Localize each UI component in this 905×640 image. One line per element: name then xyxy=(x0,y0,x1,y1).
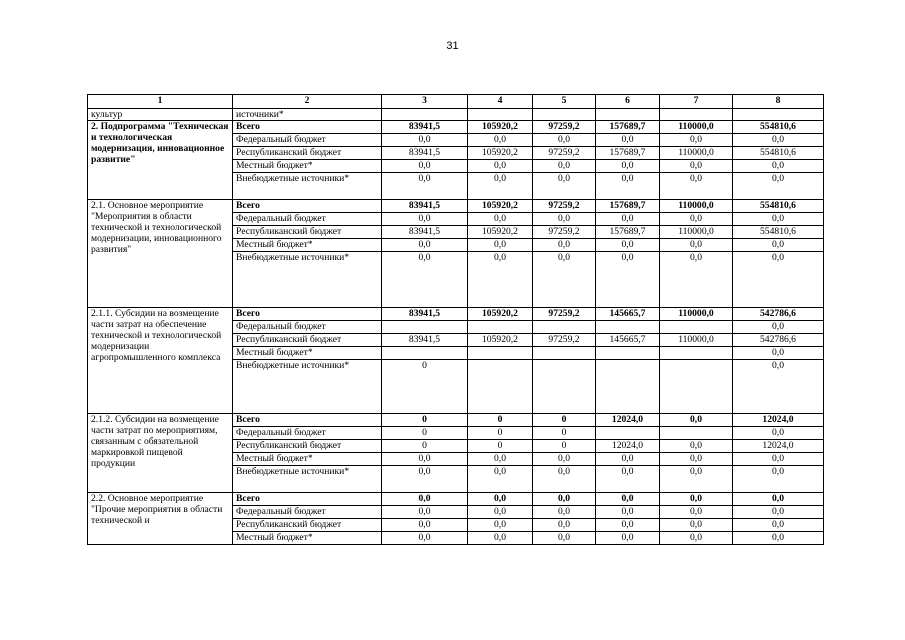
amount-cell: 0,0 xyxy=(596,466,660,493)
amount-cell: 0,0 xyxy=(733,506,824,519)
amount-cell: 105920,2 xyxy=(468,121,533,134)
empty-cell xyxy=(468,109,533,121)
amount-cell: 0,0 xyxy=(596,532,660,545)
funding-source: Внебюджетные источники* xyxy=(233,252,382,308)
amount-cell: 0 xyxy=(382,414,468,427)
table-body xyxy=(88,109,824,545)
amount-cell: 105920,2 xyxy=(468,226,533,239)
amount-cell: 0,0 xyxy=(382,160,468,173)
amount-cell: 0,0 xyxy=(382,239,468,252)
amount-cell: 0,0 xyxy=(533,239,596,252)
amount-cell xyxy=(660,347,733,360)
amount-cell: 0,0 xyxy=(382,519,468,532)
amount-cell: 0,0 xyxy=(660,134,733,147)
funding-source: Федеральный бюджет xyxy=(233,506,382,519)
empty-cell xyxy=(382,109,468,121)
amount-cell: 110000,0 xyxy=(660,147,733,160)
amount-cell: 0,0 xyxy=(596,239,660,252)
amount-cell: 0,0 xyxy=(382,532,468,545)
column-header: 7 xyxy=(660,95,733,109)
amount-cell: 0,0 xyxy=(660,239,733,252)
amount-cell: 12024,0 xyxy=(733,440,824,453)
amount-cell: 554810,6 xyxy=(733,121,824,134)
funding-source: Всего xyxy=(233,308,382,321)
funding-source: Всего xyxy=(233,493,382,506)
amount-cell: 0,0 xyxy=(382,493,468,506)
amount-cell: 0,0 xyxy=(382,252,468,308)
amount-cell: 145665,7 xyxy=(596,308,660,321)
amount-cell: 0,0 xyxy=(733,519,824,532)
amount-cell: 0,0 xyxy=(733,427,824,440)
amount-cell: 0,0 xyxy=(468,252,533,308)
amount-cell: 0,0 xyxy=(733,347,824,360)
amount-cell: 105920,2 xyxy=(468,308,533,321)
empty-cell xyxy=(733,109,824,121)
amount-cell: 0,0 xyxy=(533,519,596,532)
funding-source: Федеральный бюджет xyxy=(233,213,382,226)
column-header: 2 xyxy=(233,95,382,109)
amount-cell: 0,0 xyxy=(468,160,533,173)
amount-cell: 0,0 xyxy=(468,519,533,532)
amount-cell xyxy=(468,360,533,414)
amount-cell: 0,0 xyxy=(660,414,733,427)
amount-cell: 12024,0 xyxy=(596,414,660,427)
amount-cell: 0,0 xyxy=(468,466,533,493)
table-row xyxy=(88,493,824,506)
amount-cell: 0 xyxy=(533,427,596,440)
amount-cell: 12024,0 xyxy=(733,414,824,427)
program-name: 2.1. Основное мероприятие "Мероприятия в области технической и технологической модернизации, инновационного развития" xyxy=(88,200,233,308)
column-header: 3 xyxy=(382,95,468,109)
funding-source: Местный бюджет* xyxy=(233,239,382,252)
table-row xyxy=(88,200,824,213)
amount-cell: 0,0 xyxy=(468,173,533,200)
page-number: 31 xyxy=(446,40,459,52)
funding-source: Внебюджетные источники* xyxy=(233,466,382,493)
funding-source: Местный бюджет* xyxy=(233,453,382,466)
amount-cell: 110000,0 xyxy=(660,226,733,239)
amount-cell: 157689,7 xyxy=(596,226,660,239)
header-row xyxy=(88,95,824,109)
amount-cell: 0,0 xyxy=(382,213,468,226)
amount-cell: 0,0 xyxy=(660,213,733,226)
amount-cell: 110000,0 xyxy=(660,334,733,347)
program-name: 2.1.1. Субсидии на возмещение части затрат на обеспечение технической и технологической модернизации агропромышленного комплекса xyxy=(88,308,233,414)
table-row xyxy=(88,308,824,321)
empty-cell xyxy=(660,109,733,121)
amount-cell: 0,0 xyxy=(468,213,533,226)
amount-cell: 0,0 xyxy=(596,160,660,173)
amount-cell: 0,0 xyxy=(533,213,596,226)
amount-cell: 0,0 xyxy=(733,213,824,226)
amount-cell: 12024,0 xyxy=(596,440,660,453)
amount-cell: 97259,2 xyxy=(533,200,596,213)
amount-cell: 83941,5 xyxy=(382,226,468,239)
amount-cell: 0,0 xyxy=(733,173,824,200)
amount-cell: 0,0 xyxy=(660,532,733,545)
program-name: 2. Подпрограмма "Техническая и технологическая модернизация, инновационное развитие" xyxy=(88,121,233,200)
funding-source: Федеральный бюджет xyxy=(233,321,382,334)
funding-source: Местный бюджет* xyxy=(233,160,382,173)
funding-source: Республиканский бюджет xyxy=(233,519,382,532)
amount-cell: 0 xyxy=(533,414,596,427)
amount-cell: 0,0 xyxy=(533,173,596,200)
amount-cell: 110000,0 xyxy=(660,200,733,213)
amount-cell xyxy=(660,427,733,440)
funding-source: Федеральный бюджет xyxy=(233,134,382,147)
amount-cell: 0,0 xyxy=(596,134,660,147)
amount-cell: 0,0 xyxy=(596,173,660,200)
column-header: 1 xyxy=(88,95,233,109)
program-name: 2.2. Основное мероприятие "Прочие мероприятия в области технической и xyxy=(88,493,233,545)
amount-cell xyxy=(533,321,596,334)
amount-cell: 0,0 xyxy=(660,493,733,506)
table-row xyxy=(88,121,824,134)
amount-cell: 145665,7 xyxy=(596,334,660,347)
amount-cell: 0 xyxy=(533,440,596,453)
amount-cell: 0,0 xyxy=(468,453,533,466)
amount-cell: 0,0 xyxy=(382,134,468,147)
budget-table xyxy=(87,94,824,545)
continuation-row xyxy=(88,109,824,121)
row-name: культур xyxy=(88,109,233,121)
amount-cell: 0 xyxy=(382,427,468,440)
amount-cell: 157689,7 xyxy=(596,121,660,134)
funding-source: Республиканский бюджет xyxy=(233,226,382,239)
table-row xyxy=(88,414,824,427)
amount-cell: 0,0 xyxy=(468,532,533,545)
amount-cell: 0,0 xyxy=(660,173,733,200)
amount-cell xyxy=(596,347,660,360)
amount-cell: 157689,7 xyxy=(596,147,660,160)
funding-source: Местный бюджет* xyxy=(233,347,382,360)
amount-cell: 0,0 xyxy=(533,134,596,147)
amount-cell: 97259,2 xyxy=(533,308,596,321)
amount-cell: 0,0 xyxy=(468,493,533,506)
amount-cell: 0,0 xyxy=(533,493,596,506)
amount-cell xyxy=(382,347,468,360)
column-header: 5 xyxy=(533,95,596,109)
amount-cell: 0,0 xyxy=(733,252,824,308)
amount-cell: 0,0 xyxy=(382,173,468,200)
empty-cell xyxy=(533,109,596,121)
amount-cell: 0,0 xyxy=(596,519,660,532)
amount-cell xyxy=(533,360,596,414)
amount-cell xyxy=(660,360,733,414)
column-header: 4 xyxy=(468,95,533,109)
amount-cell: 0,0 xyxy=(660,453,733,466)
amount-cell xyxy=(596,321,660,334)
amount-cell: 554810,6 xyxy=(733,147,824,160)
amount-cell: 105920,2 xyxy=(468,200,533,213)
amount-cell: 0 xyxy=(382,440,468,453)
amount-cell: 0,0 xyxy=(596,506,660,519)
funding-source: Республиканский бюджет xyxy=(233,440,382,453)
amount-cell: 105920,2 xyxy=(468,147,533,160)
amount-cell: 0,0 xyxy=(733,134,824,147)
funding-source: Всего xyxy=(233,200,382,213)
amount-cell: 0,0 xyxy=(733,466,824,493)
funding-source: Республиканский бюджет xyxy=(233,147,382,160)
amount-cell: 83941,5 xyxy=(382,200,468,213)
amount-cell: 97259,2 xyxy=(533,226,596,239)
column-header: 8 xyxy=(733,95,824,109)
amount-cell: 105920,2 xyxy=(468,334,533,347)
amount-cell: 157689,7 xyxy=(596,200,660,213)
amount-cell: 0,0 xyxy=(468,239,533,252)
amount-cell: 83941,5 xyxy=(382,147,468,160)
funding-source: источники* xyxy=(233,109,382,121)
funding-source: Федеральный бюджет xyxy=(233,427,382,440)
amount-cell: 0,0 xyxy=(660,506,733,519)
amount-cell: 0,0 xyxy=(533,453,596,466)
amount-cell: 0,0 xyxy=(533,160,596,173)
amount-cell xyxy=(468,321,533,334)
amount-cell: 0,0 xyxy=(533,506,596,519)
amount-cell: 0,0 xyxy=(382,466,468,493)
amount-cell: 0,0 xyxy=(660,466,733,493)
amount-cell: 97259,2 xyxy=(533,334,596,347)
amount-cell: 0 xyxy=(468,440,533,453)
amount-cell xyxy=(660,321,733,334)
amount-cell: 0,0 xyxy=(533,466,596,493)
amount-cell: 542786,6 xyxy=(733,334,824,347)
amount-cell: 0,0 xyxy=(596,213,660,226)
amount-cell xyxy=(468,347,533,360)
amount-cell: 542786,6 xyxy=(733,308,824,321)
amount-cell: 0 xyxy=(382,360,468,414)
funding-source: Всего xyxy=(233,121,382,134)
amount-cell: 0 xyxy=(468,414,533,427)
amount-cell: 0,0 xyxy=(468,134,533,147)
amount-cell: 97259,2 xyxy=(533,121,596,134)
amount-cell xyxy=(596,360,660,414)
amount-cell: 554810,6 xyxy=(733,226,824,239)
amount-cell xyxy=(596,427,660,440)
amount-cell: 0,0 xyxy=(596,252,660,308)
amount-cell: 0,0 xyxy=(733,532,824,545)
amount-cell xyxy=(382,321,468,334)
funding-source: Республиканский бюджет xyxy=(233,334,382,347)
amount-cell: 0,0 xyxy=(660,519,733,532)
amount-cell: 0,0 xyxy=(533,252,596,308)
column-header: 6 xyxy=(596,95,660,109)
amount-cell: 83941,5 xyxy=(382,334,468,347)
amount-cell: 110000,0 xyxy=(660,308,733,321)
funding-source: Всего xyxy=(233,414,382,427)
amount-cell: 97259,2 xyxy=(533,147,596,160)
program-name: 2.1.2. Субсидии на возмещение части затрат по мероприятиям, связанным с обязательной маркировкой пищевой продукции xyxy=(88,414,233,493)
funding-source: Внебюджетные источники* xyxy=(233,173,382,200)
amount-cell: 0,0 xyxy=(733,493,824,506)
amount-cell: 0,0 xyxy=(468,506,533,519)
amount-cell: 0,0 xyxy=(660,440,733,453)
amount-cell: 0,0 xyxy=(733,321,824,334)
amount-cell: 0,0 xyxy=(596,493,660,506)
amount-cell: 0,0 xyxy=(660,252,733,308)
amount-cell: 0,0 xyxy=(596,453,660,466)
amount-cell xyxy=(533,347,596,360)
amount-cell: 554810,6 xyxy=(733,200,824,213)
amount-cell: 0 xyxy=(468,427,533,440)
funding-source: Внебюджетные источники* xyxy=(233,360,382,414)
amount-cell: 83941,5 xyxy=(382,308,468,321)
funding-source: Местный бюджет* xyxy=(233,532,382,545)
amount-cell: 0,0 xyxy=(533,532,596,545)
amount-cell: 0,0 xyxy=(382,453,468,466)
amount-cell: 0,0 xyxy=(733,453,824,466)
amount-cell: 0,0 xyxy=(660,160,733,173)
amount-cell: 83941,5 xyxy=(382,121,468,134)
amount-cell: 110000,0 xyxy=(660,121,733,134)
amount-cell: 0,0 xyxy=(382,506,468,519)
amount-cell: 0,0 xyxy=(733,360,824,414)
amount-cell: 0,0 xyxy=(733,239,824,252)
empty-cell xyxy=(596,109,660,121)
amount-cell: 0,0 xyxy=(733,160,824,173)
